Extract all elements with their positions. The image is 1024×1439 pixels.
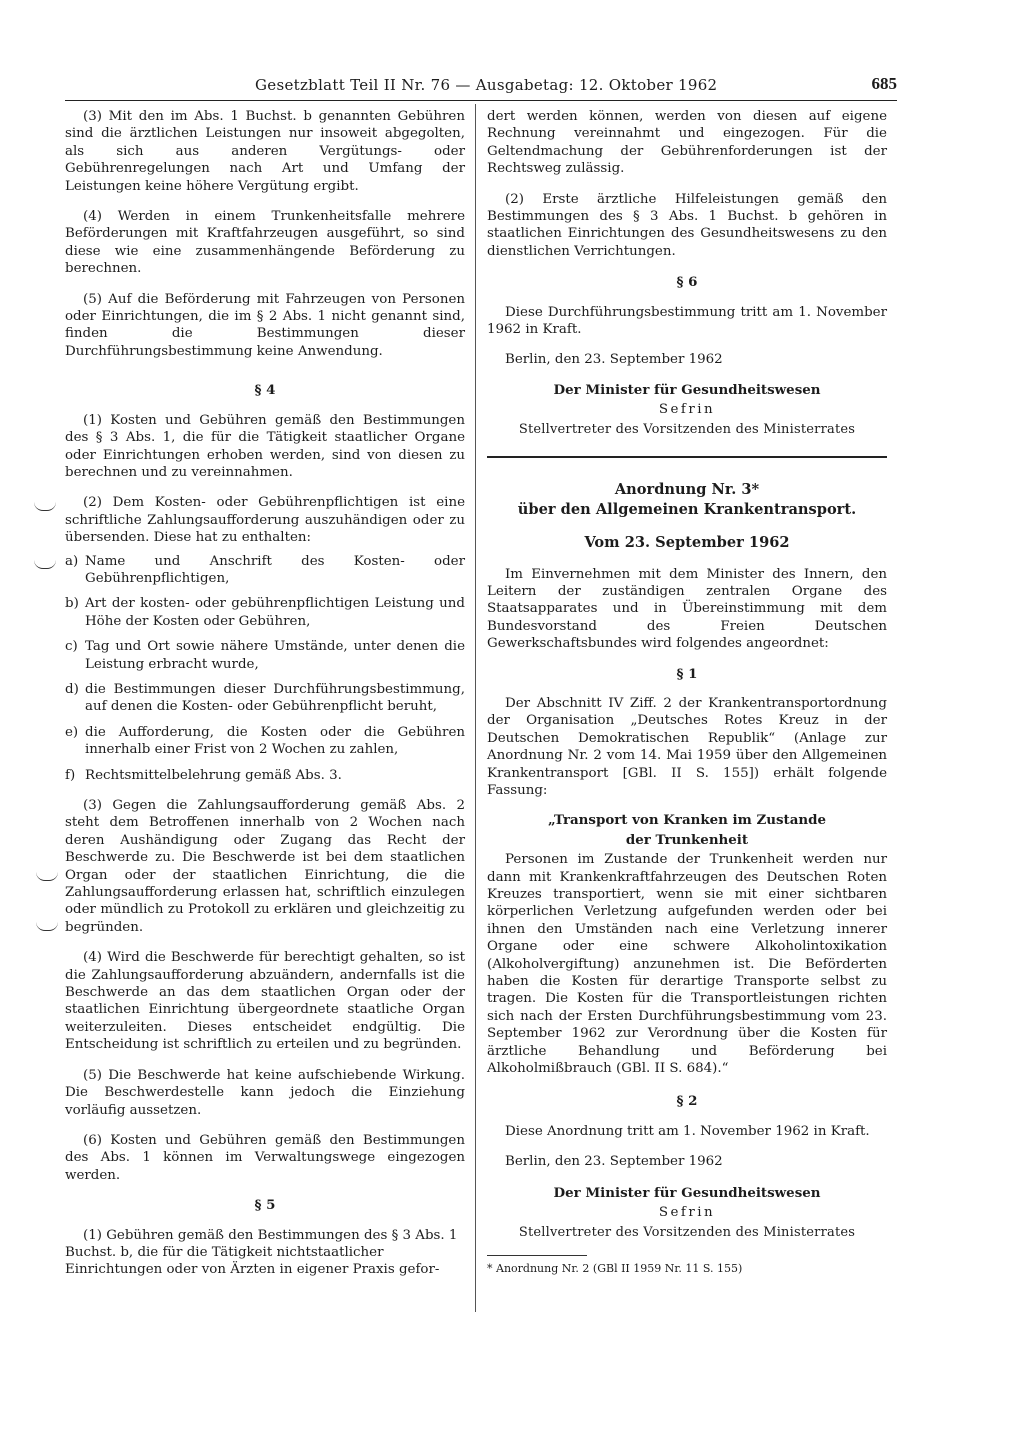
paragraph: Diese Durchführungsbestimmung tritt am 1. November 1962 in Kraft. (487, 304, 887, 338)
paragraph: (2) Dem Kosten- oder Gebührenpflichtigen ist eine schriftliche Zahlungsaufforderung auszuhändigen oder zu übersenden. Diese hat zu enthalten: (65, 495, 465, 546)
place-date: Berlin, den 23. September 1962 (505, 1154, 723, 1170)
paragraph: (6) Kosten und Gebühren gemäß den Bestimmungen des Abs. 1 können im Verwaltungswege eingezogen werden. (65, 1132, 465, 1183)
footnote-rule (487, 1255, 587, 1256)
signature-name: Sefrin (658, 402, 716, 418)
section-heading: § 1 (676, 665, 698, 682)
list-item: e) die Aufforderung, die Kosten oder die Gebühren innerhalb einer Frist von 2 Wochen zu zahlen, (65, 724, 465, 758)
list-item: f) Rechtsmittelbelehrung gemäß Abs. 3. (65, 767, 342, 783)
right-column (487, 108, 887, 1275)
paragraph: (2) Erste ärztliche Hilfeleistungen gemäß den Bestimmungen des § 3 Abs. 1 Buchst. b gehören in staatlichen Einrichtungen des Gesundheitswesens zu den dienstlichen Verrichtungen. (487, 191, 887, 259)
left-column (65, 108, 465, 1292)
order-title-line-2: über den Allgemeinen Krankentransport. (517, 501, 857, 519)
paragraph: (3) Mit den im Abs. 1 Buchst. b genannten Gebühren sind die ärztlichen Leistungen nur insoweit abgegolten, als sich aus anderen Vergütungs- oder Gebührenregelungen nach Art und Umfang der Leistungen keine höhere Vergütung ergibt. (65, 109, 465, 194)
footnote: * Anordnung Nr. 2 (GBl II 1959 Nr. 11 S. 155) (487, 1261, 743, 1275)
paragraph: Der Abschnitt IV Ziff. 2 der Krankentransportordnung der Organisation „Deutsches Rotes Kreuz in der Deutschen Demokratischen Republik“ (Anlage zur Anordnung Nr. 2 vom 14. Mai 1959 über den Allgemeinen Krankentransport [GBl. II S. 155]) erhält folgende Fassung: (487, 695, 887, 798)
list-item: c) Tag und Ort sowie nähere Umstände, unter denen die Leistung erbracht wurde, (65, 639, 465, 672)
margin-mark (36, 922, 58, 931)
paragraph: (1) Kosten und Gebühren gemäß den Bestimmungen des § 3 Abs. 1, die für die Tätigkeit staatlicher Organe oder Einrichtungen erhoben werden, sind von diesen zu berechnen und zu vereinnahmen. (65, 412, 465, 480)
paragraph: (5) Die Beschwerde hat keine aufschiebende Wirkung. Die Beschwerdestelle kann jedoch die Einziehung vorläufig aussetzen. (65, 1067, 465, 1118)
place-date: Berlin, den 23. September 1962 (505, 352, 723, 368)
paragraph: (3) Gegen die Zahlungsaufforderung gemäß Abs. 2 steht dem Betroffenen innerhalb von 2 Wochen nach deren Aushändigung oder Zugang das Recht der Beschwerde zu. Die Beschwerde ist bei dem staatlichen Organ oder der staatlichen Einrichtung, die die Zahlungsaufforderung erlassen hat, schriftlich einzulegen oder mündlich zu Protokoll zu erklären und gleichzeitig zu begründen. (65, 798, 465, 935)
section-heading: § 4 (254, 382, 276, 399)
paragraph: (1) Gebühren gemäß den Bestimmungen des § 3 Abs. 1 Buchst. b, die für die Tätigkeit nichtstaatlicher Einrichtungen oder von Ärzten in eigener Praxis gefor- (65, 1227, 458, 1278)
list-item: b) Art der kosten- oder gebührenpflichtigen Leistung und Höhe der Kosten oder Gebühren, (65, 596, 465, 629)
quote-title-line-1: „Transport von Kranken im Zustande (547, 812, 827, 829)
column-divider (475, 104, 476, 1312)
paragraph: (4) Werden in einem Trunkenheitsfalle mehrere Beförderungen mit Kraftfahrzeugen ausgeführt, so sind diese wie eine zusammenhängende Beförderung zu berechnen. (65, 209, 465, 277)
quote-title-line-2: der Trunkenheit (625, 831, 749, 848)
order-title-line-1: Anordnung Nr. 3* (614, 481, 760, 499)
header-title: Gesetzblatt Teil II Nr. 76 — Ausgabetag: 12. Oktober 1962 (255, 76, 718, 94)
requirements-list (65, 553, 465, 784)
order-title (487, 480, 887, 520)
signature-role: Stellvertreter des Vorsitzenden des Ministerrates (518, 1224, 856, 1240)
paragraph: (4) Wird die Beschwerde für berechtigt gehalten, so ist die Zahlungsaufforderung abzuändern, andernfalls ist die Beschwerde an das dem staatlichen Organ oder der staatlichen Einrichtung übergeordnete staatliche Organ weiterzuleiten. Dieses entscheidet endgültig. Die Entscheidung ist schriftlich zu erteilen und zu begründen. (65, 950, 465, 1053)
paragraph: (5) Auf die Beförderung mit Fahrzeugen von Personen oder Einrichtungen, die im § 2 Abs. 1 nicht genannt sind, finden die Bestimmungen dieser Durchführungsbestimmung keine Anwendung. (65, 291, 465, 359)
signature-role: Stellvertreter des Vorsitzenden des Ministerrates (518, 421, 856, 437)
margin-mark (34, 560, 56, 569)
margin-mark (34, 502, 56, 511)
signature-name: Sefrin (658, 1205, 716, 1221)
page-number: 685 (871, 74, 897, 93)
paragraph: dert werden können, werden von diesen auf eigene Rechnung vereinnahmt und eingezogen. Für die Geltendmachung der Gebührenforderungen ist der Rechtsweg zulässig. (487, 109, 887, 177)
quoted-text: Personen im Zustande der Trunkenheit werden nur dann mit Krankenkraftfahrzeugen des Deutschen Roten Kreuzes transportiert, wenn sie mit einer sichtbaren körperlichen Verletzung aufgefunden werden oder bei ihnen den Umständen nach eine Verletzung innerer Organe oder eine schwere Alkoholintoxikation (Alkoholvergiftung) anzunehmen ist. Die Beförderten haben die Kosten für derartige Transporte selbst zu tragen. Die Kosten für die Transportleistungen richten sich nach der Ersten Durchführungsbestimmung vom 23. September 1962 zur Verordnung über die Kosten für ärztliche Behandlung und Beförderung bei Alkoholmißbrauch (GBl. II S. 684).“ (487, 852, 887, 1077)
preamble: Im Einvernehmen mit dem Minister des Innern, den Leitern der zuständigen zentralen Organe des Staatsapparates und in Übereinstimmung mit dem Bundesvorstand des Freien Deutschen Gewerkschaftsbundes wird folgendes angeordnet: (487, 566, 887, 652)
section-heading: § 5 (254, 1197, 276, 1214)
signature-minister: Der Minister für Gesundheitswesen (553, 1184, 821, 1201)
list-item: d) die Bestimmungen dieser Durchführungsbestimmung, auf denen die Kosten- oder Gebührenpflicht beruht, (65, 681, 465, 715)
list-item: a) Name und Anschrift des Kosten- oder Gebührenpflichtigen, (65, 553, 465, 586)
paragraph: Diese Anordnung tritt am 1. November 1962 in Kraft. (505, 1123, 870, 1139)
signature-minister: Der Minister für Gesundheitswesen (553, 381, 821, 398)
order-date: Vom 23. September 1962 (584, 534, 790, 552)
section-heading: § 2 (676, 1093, 698, 1110)
page-header (65, 74, 897, 101)
margin-mark (36, 872, 58, 881)
section-heading: § 6 (676, 274, 698, 291)
section-rule (487, 456, 887, 458)
